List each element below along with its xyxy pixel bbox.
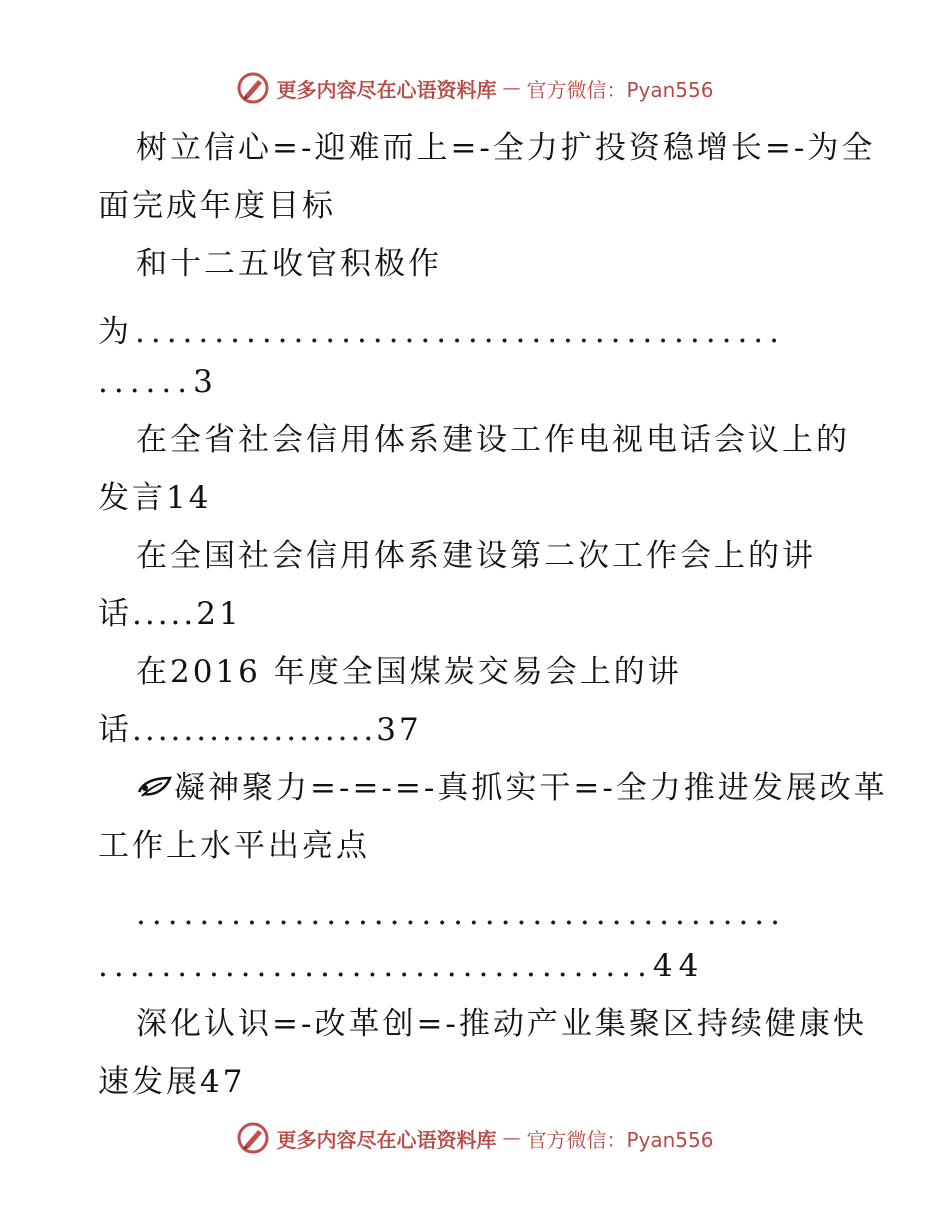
pen-logo-icon [236, 71, 270, 105]
banner-wechat: 官方微信：Pyan556 [526, 1127, 714, 1152]
toc-line: 速发展47 [98, 1064, 246, 1100]
toc-line: 话.....21 [98, 596, 242, 632]
toc-line: 工作上水平出亮点 [98, 828, 370, 864]
toc-line: 树立信心=-迎难而上=-全力扩投资稳增长=-为全 [136, 130, 876, 166]
banner-separator: — [502, 1127, 521, 1149]
toc-line-with-icon [136, 766, 888, 810]
pen-logo-icon [236, 1121, 270, 1155]
leaf-bullet-icon [136, 772, 174, 802]
banner-title: 更多内容尽在心语资料库 [276, 77, 497, 102]
toc-line: ......................................... [136, 896, 787, 932]
toc-line: 在全省社会信用体系建设工作电视电话会议上的 [136, 422, 850, 458]
banner-wechat: 官方微信：Pyan556 [526, 77, 714, 102]
footer-banner [0, 1118, 950, 1158]
toc-line: 话...................37 [98, 712, 422, 748]
toc-line: 和十二五收官积极作 [136, 246, 442, 282]
toc-line: ...................................44 [98, 948, 705, 984]
toc-line: 在全国社会信用体系建设第二次工作会上的讲 [136, 538, 816, 574]
header-banner [0, 68, 950, 108]
banner-title: 更多内容尽在心语资料库 [276, 1127, 497, 1152]
toc-line-text: 凝神聚力=-=-=-真抓实干=-全力推进发展改革 [174, 770, 888, 806]
toc-line: 发言14 [98, 480, 212, 516]
banner-separator: — [502, 77, 521, 99]
toc-line: 面完成年度目标 [98, 188, 336, 224]
toc-line: 在2016 年度全国煤炭交易会上的讲 [136, 654, 682, 690]
toc-line: 为......................................... [98, 314, 786, 350]
toc-line: ......3 [98, 364, 219, 400]
toc-line: 深化认识=-改革创=-推动产业集聚区持续健康快 [136, 1006, 867, 1042]
